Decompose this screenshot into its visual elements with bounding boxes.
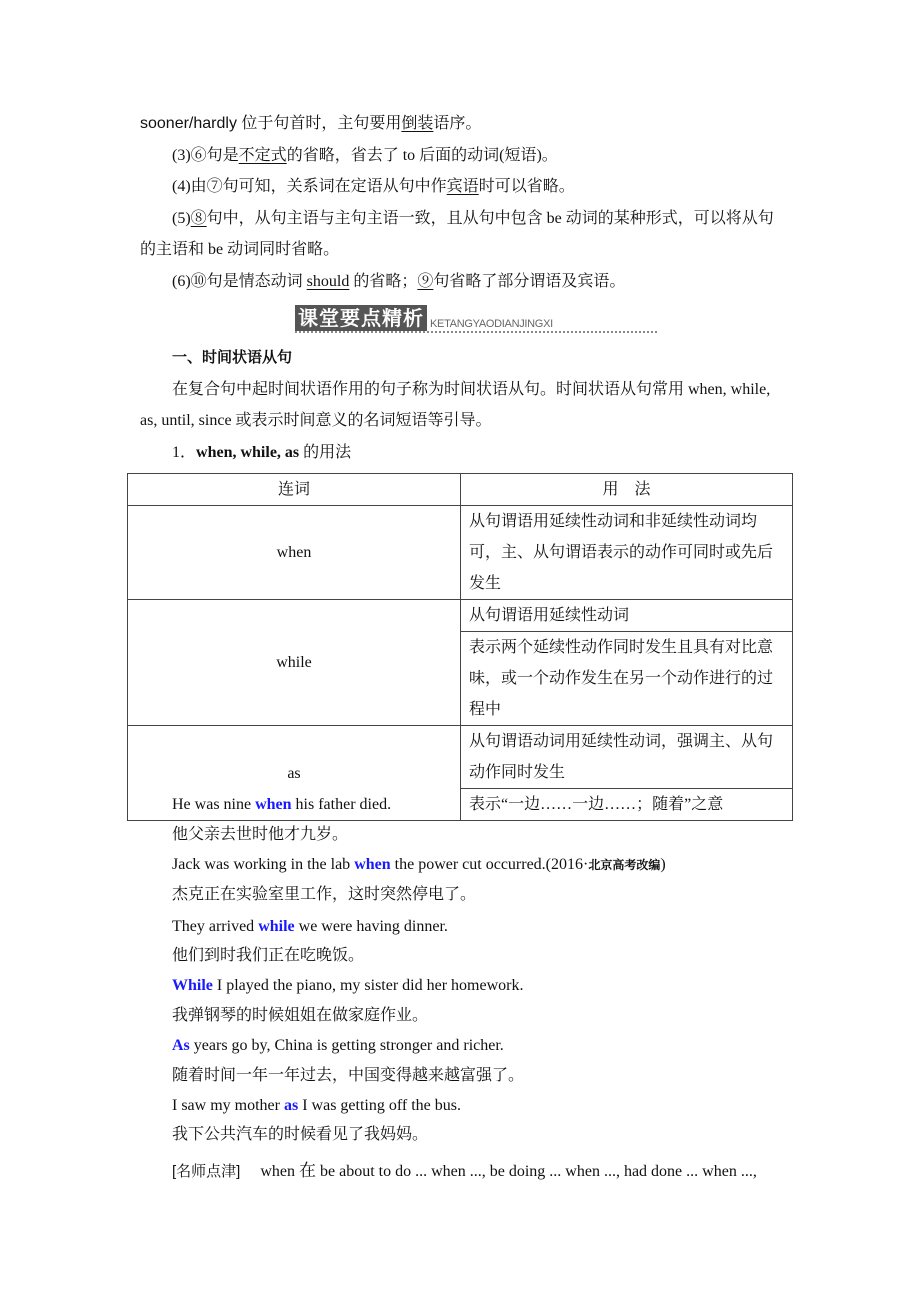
text: 的省略，省去了 to 后面的动词(短语)。	[286, 147, 558, 164]
example-zh: 随着时间一年一年过去，中国变得越来越富强了。	[172, 1067, 525, 1084]
text: )	[660, 856, 666, 873]
text: 句省略了部分谓语及宾语。	[433, 273, 626, 290]
source-label: 北京高考改编	[588, 858, 661, 872]
text: (3)⑥句是	[172, 147, 239, 164]
text: (4)由⑦句可知，关系词在定语从句中作	[172, 178, 447, 195]
table-header-row	[128, 474, 793, 506]
sub-keywords: when, while, as	[196, 444, 300, 461]
example-zh: 他父亲去世时他才九岁。	[172, 826, 349, 843]
paragraph-3	[172, 146, 558, 166]
keyword: While	[172, 977, 213, 994]
keyword: while	[258, 918, 295, 935]
conjunction-cell: as	[128, 726, 461, 821]
keyword: when	[255, 796, 292, 813]
example-zh: 他们到时我们正在吃晚饭。	[172, 947, 365, 964]
example-en	[172, 1096, 461, 1116]
keyword: As	[172, 1037, 190, 1054]
text: sooner/hardly 位于句首时，主句要用	[140, 115, 402, 132]
example-zh: 杰克正在实验室里工作，这时突然停电了。	[172, 886, 477, 903]
text: be about to do ... when ..., be doing ... when ..., had done ... when ...,	[316, 1163, 757, 1180]
text: 语序。	[433, 115, 482, 132]
header-usage: 用 法	[461, 474, 793, 506]
underlined-answer: should	[306, 273, 350, 290]
usage-cell: 从句谓语动词用延续性动词，强调主、从句动作同时发生	[461, 726, 793, 789]
usage-cell: 表示两个延续性动作同时发生且具有对比意味，或一个动作发生在另一个动作进行的过程中	[461, 632, 793, 726]
usage-cell: 从句谓语用延续性动词	[461, 600, 793, 632]
text: He was nine	[172, 796, 256, 813]
paragraph-4	[172, 177, 575, 197]
example-en	[172, 795, 391, 815]
paragraph-sooner-hardly	[140, 114, 481, 134]
text: 时可以省略。	[478, 178, 575, 195]
text: his father died.	[291, 796, 392, 813]
paragraph-5	[172, 209, 774, 229]
header-conjunction: 连词	[128, 474, 461, 506]
table-row	[128, 600, 793, 632]
text: Jack was working in the lab	[172, 856, 355, 873]
example-en	[172, 976, 523, 996]
text: I saw my mother	[172, 1097, 284, 1114]
example-en	[172, 855, 666, 875]
underlined-answer: 宾语	[446, 178, 479, 195]
intro-line-1: 在复合句中起时间状语作用的句子称为时间状语从句。时间状语从句常用 when, while,	[172, 381, 771, 398]
text: (6)⑩句是情态动词	[172, 273, 307, 290]
underlined-answer: ⑨	[417, 273, 434, 290]
text: 句中，从句主语与主句主语一致，且从句中包含 be 动词的某种形式，可以将从句	[206, 210, 774, 227]
teacher-note	[172, 1161, 757, 1182]
text: when	[260, 1163, 299, 1180]
underlined-answer: ⑧	[190, 210, 207, 227]
underlined-answer: 不定式	[238, 147, 287, 164]
text: we were having dinner.	[294, 918, 448, 935]
text: 在	[299, 1161, 316, 1180]
text: I was getting off the bus.	[298, 1097, 462, 1114]
example-zh: 我下公共汽车的时候看见了我妈妈。	[172, 1126, 429, 1143]
conjunction-cell: when	[128, 506, 461, 600]
conjunction-cell: while	[128, 600, 461, 726]
example-zh: 我弹钢琴的时候姐姐在做家庭作业。	[172, 1007, 429, 1024]
banner-dotted-divider	[295, 331, 657, 333]
subheading-usage	[172, 443, 351, 463]
text: 的省略；	[349, 273, 418, 290]
text: years go by, China is getting stronger and richer.	[189, 1037, 504, 1054]
paragraph-5-continued	[140, 240, 339, 260]
banner-title: 课堂要点精析	[295, 305, 427, 331]
section-banner	[295, 305, 553, 331]
intro-line-2: as, until, since 或表示时间意义的名词短语等引导。	[140, 412, 492, 429]
example-en	[172, 1036, 504, 1056]
text: I played the piano, my sister did her homework.	[212, 977, 524, 994]
usage-cell: 从句谓语用延续性动词和非延续性动词均可，主、从句谓语表示的动作可同时或先后发生	[461, 506, 793, 600]
text: They arrived	[172, 918, 259, 935]
banner-pinyin: KETANGYAODIANJINGXI	[430, 318, 553, 330]
text: 的用法	[299, 444, 352, 461]
keyword: as	[283, 1097, 299, 1114]
table-row	[128, 726, 793, 789]
table-row	[128, 506, 793, 600]
usage-cell: 表示“一边……一边……；随着”之意	[461, 789, 793, 821]
text: (5)	[172, 210, 191, 227]
usage-table	[127, 473, 793, 821]
sub-number: 1．	[172, 444, 197, 461]
teacher-note-label: [名师点津]	[172, 1163, 241, 1180]
example-en	[172, 917, 448, 937]
section-heading: 一、时间状语从句	[172, 349, 293, 366]
keyword: when	[354, 856, 391, 873]
text: 的主语和 be 动词同时省略。	[140, 241, 340, 258]
underlined-answer: 倒装	[401, 115, 434, 132]
text: the power cut occurred.(2016·	[390, 856, 589, 873]
paragraph-6	[172, 272, 625, 292]
